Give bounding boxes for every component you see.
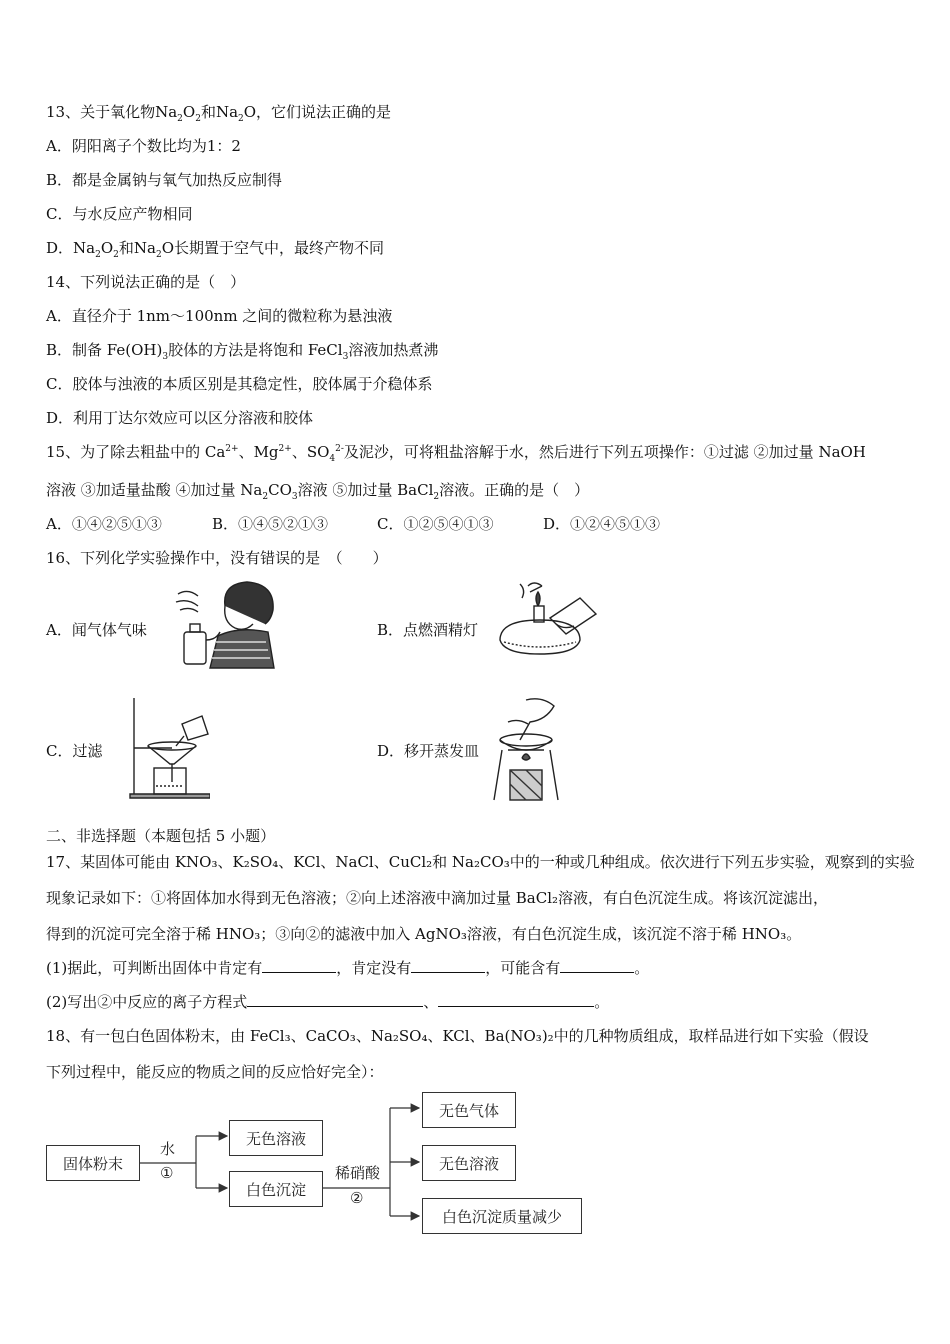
flow-output-precipitate-box: 白色沉淀质量减少: [422, 1198, 582, 1234]
q14-option-c: C．胶体与浊液的本质区别是其稳定性，胶体属于介稳体系: [46, 375, 433, 393]
q17-stem-line1: 17、某固体可能由 KNO₃、K₂SO₄、KCl、NaCl、CuCl₂和 Na₂CO₃中的一种或几种组成。依次进行下列五步实验，观察到的实验: [46, 853, 915, 871]
q17-part1: (1)据此，可判断出固体中肯定有 ，肯定没有 ，可能含有 。: [46, 959, 650, 977]
q16-option-d: D．移开蒸发皿: [377, 742, 480, 760]
q14-stem: 14、下列说法正确的是（ ）: [46, 273, 246, 291]
q15-option-a: A．①④②⑤①③: [46, 515, 162, 533]
q15-stem-line2: 溶液 ③加适量盐酸 ④加过量 $Na_2CO_3$溶液 ⑤加过量 BaCl$_2$溶液。正确的是（ ）: [46, 481, 590, 502]
q14-option-b: B．制备 $Fe(OH)_3$胶体的方法是将饱和 FeCl$_3$溶液加热煮沸: [46, 341, 439, 362]
flow-start-box: 固体粉末: [46, 1145, 140, 1181]
q15-stem-line1: 15、为了除去粗盐中的 $Ca^{2+}$、$Mg^{2+}$、$SO_4^{2-}$及泥沙，可将粗盐溶解于水，然后进行下列五项操作：①过滤 ②加过量 NaOH: [46, 443, 866, 464]
q17-part2: (2)写出②中反应的离子方程式 、 。: [46, 993, 610, 1011]
q16-stem: 16、下列化学实验操作中，没有错误的是 （ ）: [46, 549, 388, 567]
q16-option-c: C．过滤: [46, 742, 103, 760]
flow-output-gas-box: 无色气体: [422, 1092, 516, 1128]
flow-result-solution-box: 无色溶液: [229, 1120, 323, 1156]
q15-option-b: B．①④⑤②①③: [212, 515, 329, 533]
q16-option-b: B．点燃酒精灯: [377, 621, 479, 639]
q16-option-a: A．闻气体气味: [46, 621, 147, 639]
q17-stem-line2: 现象记录如下：①将固体加水得到无色溶液；②向上述溶液中滴加过量 BaCl₂溶液，有白色沉淀生成。将该沉淀滤出，: [46, 889, 829, 907]
flow-step2-reagent: 稀硝酸: [335, 1164, 381, 1182]
q17-stem-line3: 得到的沉淀可完全溶于稀 HNO₃；③向②的滤液中加入 AgNO₃溶液，有白色沉淀生成，该沉淀不溶于稀 HNO₃。: [46, 925, 802, 943]
q15-option-c: C．①②⑤④①③: [377, 515, 494, 533]
q14-option-d: D．利用丁达尔效应可以区分溶液和胶体: [46, 409, 314, 427]
q13-option-a: A．阴阳离子个数比均为1：2: [46, 137, 241, 155]
q18-stem-line1: 18、有一包白色固体粉末，由 FeCl₃、CaCO₃、Na₂SO₄、KCl、Ba(NO₃)₂中的几种物质组成，取样品进行如下实验（假设: [46, 1027, 869, 1045]
flow-step2-number: ②: [350, 1189, 364, 1207]
flow-output-solution-box: 无色溶液: [422, 1145, 516, 1181]
flow-step1-reagent: 水: [160, 1140, 176, 1158]
flow-result-precipitate-box: 白色沉淀: [229, 1171, 323, 1207]
q18-stem-line2: 下列过程中，能反应的物质之间的反应恰好完全）：: [46, 1063, 384, 1081]
flow-step1-number: ①: [160, 1164, 174, 1182]
q13-stem: 13、关于氧化物$Na_2O_2$和$Na_2O$，它们说法正确的是: [46, 103, 392, 124]
q15-option-d: D．①②④⑤①③: [543, 515, 661, 533]
q13-option-d: D．$Na_2O_2$和$Na_2O$长期置于空气中，最终产物不同: [46, 239, 385, 260]
q14-option-a: A．直径介于 1nm～100nm 之间的微粒称为悬浊液: [46, 307, 393, 325]
section-2-heading: 二、非选择题（本题包括 5 小题）: [46, 827, 276, 845]
q13-option-b: B．都是金属钠与氧气加热反应制得: [46, 171, 283, 189]
q13-option-c: C．与水反应产物相同: [46, 205, 193, 223]
